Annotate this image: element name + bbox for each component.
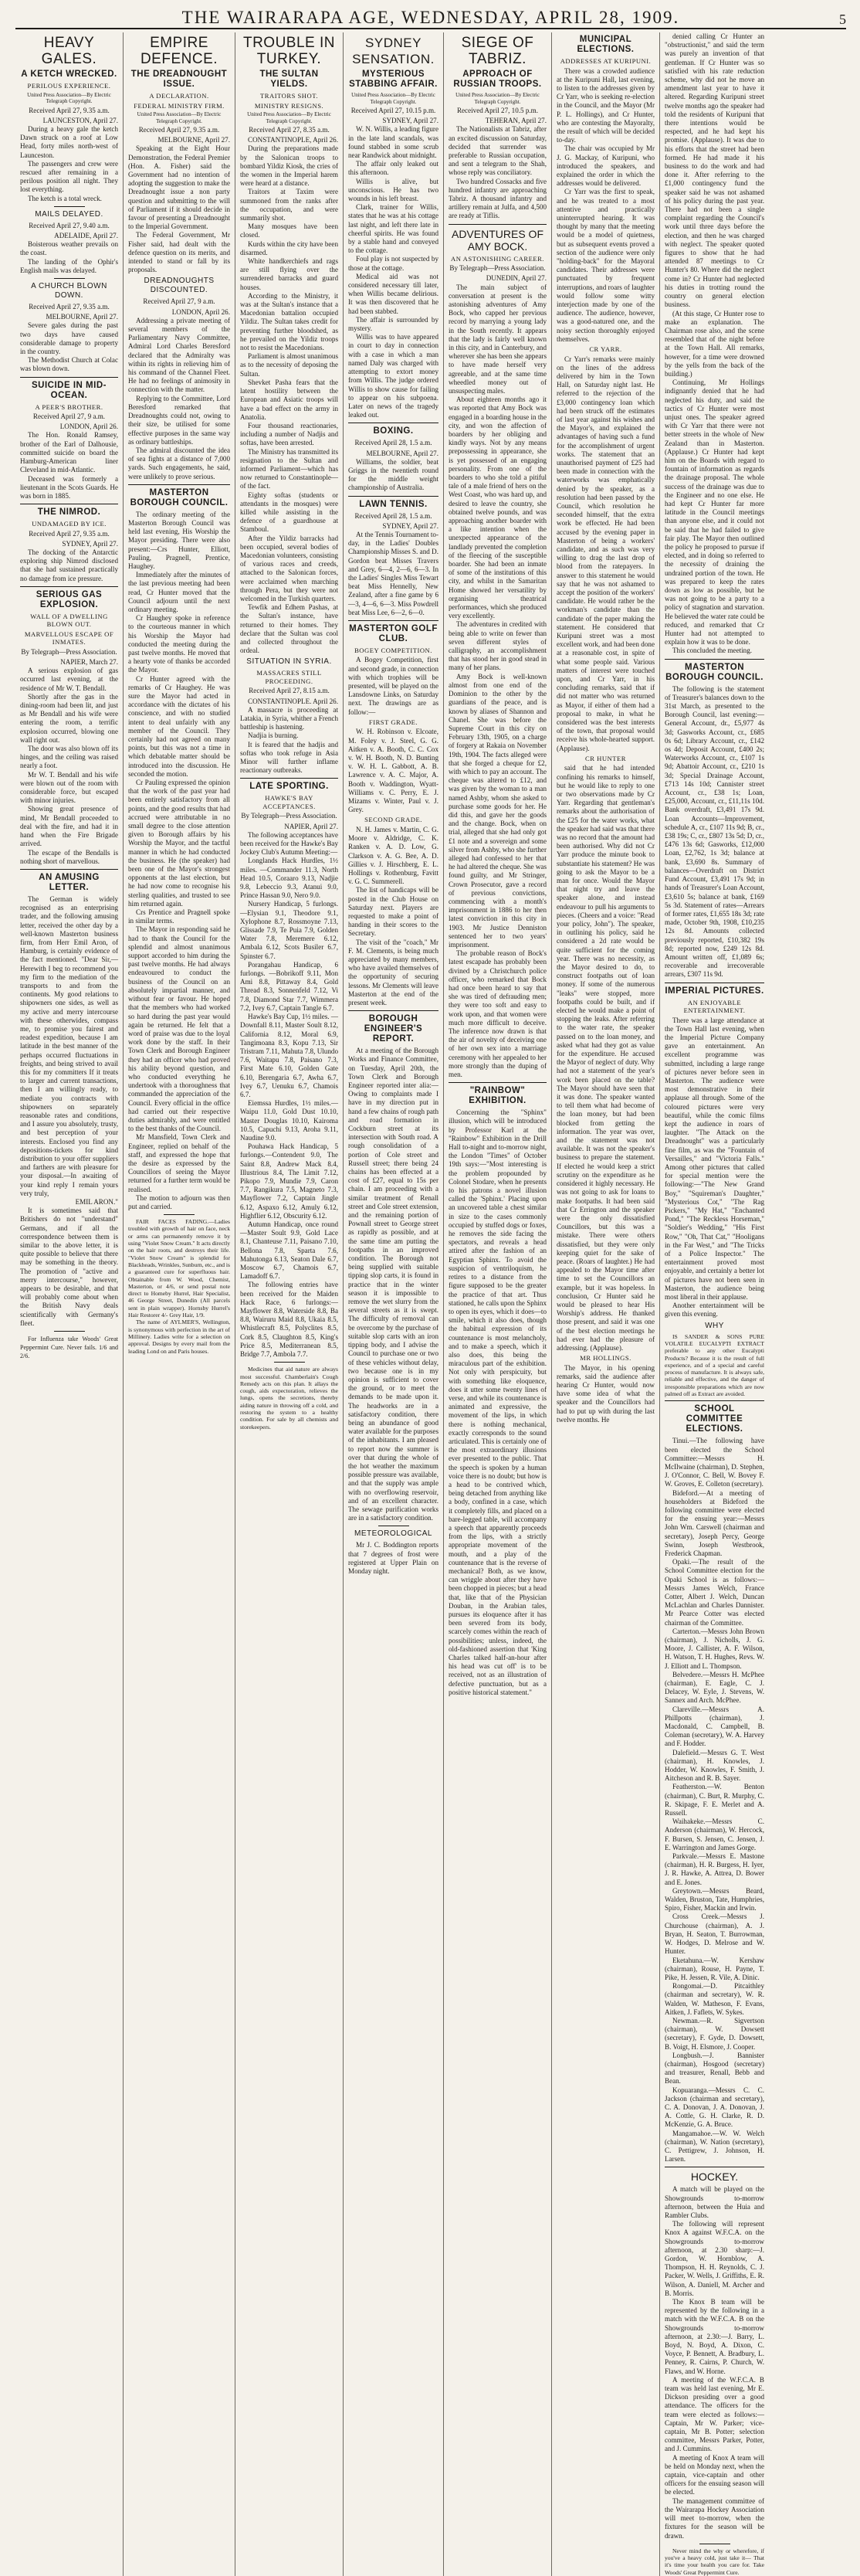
advertisement: IS SANDER & SONS PURE VOLATILE EUCALYPTI EXTRACT preferable to any other Eucalypti Products? Because it is the result of full experience, and of a special and careful process of manufacture. It is always safe, reliable and effective, and the danger of irresponsible preparations which are now palmed off as Extract are avoided. (665, 1332, 764, 1398)
paragraph: Williams, the soldier, beat Griggs in the twentieth round for the middle weight championship of Australia. (348, 457, 438, 492)
paragraph: The affair only leaked out this afternoon. (348, 160, 438, 177)
paragraph: Willis is alive, but unconscious. He has two wounds in his left breast. (348, 177, 438, 203)
paragraph: Nursery Handicap, 5 furlongs. —Elysian 9.1, Theodore 9.1, Xylophone 8.7, Rossmoyne 7.13, Glissade 7.9, Te Puia 7.9, Golden Water 7.8, Meremere 6.12, Ambala 6.12, Scots Busiler 6.7, Spinster 6.7. (240, 900, 338, 960)
paragraph: The visit of the "coach," Mr F. M. Clements, is being much appreciated by many members, who have availed themselves of the opportunity of securing lessons. Mr Clements will leave Masterton at the end of the present week. (348, 938, 438, 1006)
dateline: LAUNCESTON, April 27. (42, 116, 118, 124)
paragraph: Severe gales during the past two days have caused considerable damage to property in the country. (20, 321, 118, 355)
headline-engineers-report: BOROUGH ENGINEER'S REPORT. (364, 1014, 423, 1044)
divider (274, 1362, 305, 1363)
subhead: A DECLARATION. (149, 92, 209, 100)
divider (348, 620, 438, 621)
divider (348, 496, 438, 497)
column-3 (235, 32, 344, 2576)
column-6 (552, 32, 660, 2576)
paragraph: The main subject of conversation at present is the astonishing adventures of Amy Bock, who capped her previous record by marrying a young lady in the South recently. It appears that the lady is fairly well known in this city, and in Canterbury, and wherever she has been she appears to have made herself very agreeable, and at the same time wheedled money out of unsuspecting males. (449, 283, 547, 395)
paragraph: The escape of the Bendalls is nothing short of marvellous. (20, 848, 118, 865)
paragraph: The motion to adjourn was then put and carried. (128, 1193, 230, 1210)
signature: EMIL ARON." (75, 1198, 118, 1207)
paragraph: The ketch is a total wreck. (28, 194, 102, 202)
advertisement: Never mind the why or wherefore, if you've a heavy cold, just take it— That it's time your health you care for. Take Woods' Great Peppermint Cure. (665, 2547, 764, 2576)
paragraph: Cr Yarr was the first to speak, and he was treated to a most attentive and practically uninterrupted hearing. It was thought by many that the meeting would be a model of quietness, but as subsequent events proved a section of the audience were only "holding-back" for the Mayoral candidates. Their addresses were punctuated by frequent interruptions, and roars of laughter would follow some witty interjection made by one of the audience. The audience, however, was a good-natured one, and the noisy section thoroughly enjoyed themselves. (557, 188, 655, 343)
dateline: MELBOURNE, April 27. (46, 313, 118, 321)
received-line: Received April 27, 9 a.m. (143, 297, 215, 306)
column-4 (344, 32, 444, 2576)
credit-line: United Press Association—By Electric Telegraph Copyright. (351, 92, 435, 105)
received-line: Received April 27, 8.15 a.m. (249, 687, 330, 695)
paragraph: White handkerchiefs and rags are still flying over the surrendered barracks and guard houses. (240, 257, 338, 291)
paragraph: At a meeting of the Borough Works and Finance Committee, on Tuesday, April 20th, the Town Clerk and Borough Engineer reported inter alia:—Owing to complaints made I have in my direction put in hand a few chains of rough path and road formation in Cockburn street at its intersection with South road. A rough consolidation of a portion of Cole street and Russell street; there being 24 chains has been effected at a cost of £27, equal to 15s per chain. I am proceeding with a similar treatment of Renall street and Cole street extension, and the remaining portion of Pownall street to George street as rapidly as possible, and at the same time am putting the footpaths in an improved condition. The Borough not being supplied with suitable tipping slop carts, it is found in practice that in the winter season it is impossible to remove the wet slurry from the several streets as it is swept. The difficulty of removal can be overcome by the purchase of suitable slop carts with an iron tipping body, and I advise the Council to purchase one or two of these vehicles without delay, two because one is in my opinion is sufficient to cover the ground, or to meet the demands to be made upon it. The headworks are in a satisfactory condition, there being an abundance of good water available for the purposes of the inhabitants. I am pleased to report now the summer is over that during the whole of the hot weather the maximum possible pressure was available, and that the supply was ample with no overflowing reservoir, and of an excellent character. The sewage purification works are in a satisfactory condition. (348, 1047, 438, 1522)
headline-nimrod: THE NIMROD. (37, 507, 101, 518)
paragraph: Another entertainment will be given this evening. (665, 1302, 764, 1319)
paragraph: Many mosques have been closed. (240, 222, 338, 239)
paragraph: About eighteen months ago it was reported that Amy Bock was engaged in a boarding house in the city, and won the affection of boarders by her obliging and kindly ways. Not by any means prepossessing in appearance, she is yet possessed of an engaging personality. From one of the boarders to who she told a pitiful tale of a male friend of hers on the West Coast, who was hard up, and desired to leave the country, she obtained twelve pounds, and was approaching another boarder with a like intention when the unexpected appearance of the landlady prevented the completion of the fleecing of the susceptible boarder. She had been an inmate of some of the institutions of this city, and whilst in the Samaritan Home showed her versatility by organising theatrical performances, which she produced very excellently. (449, 395, 547, 620)
dateline: MELBOURNE, April 27. (366, 449, 438, 457)
paragraph: The Knox B team will be represented by the following in a match with the W.F.C.A. B on the Showgrounds to-morrow afternoon, at 2.30:—J. Barry, L. Boyd, N. Boyd, A. Dixon, C. Voyce, P. Bennett, A. Bradbury, L. Penney, R. Cairns, P. Church, W. Flaws, and W. Horne. (665, 2298, 764, 2375)
received-line: Received April 27, 10.5 p.m. (456, 107, 539, 114)
paragraph: Dalefield.—Messrs G. T. West (chairman), H. Knowles, J. Hodder, W. Knowles, F. Smith, J. Aitcheson and R. B. Sayer. (665, 1748, 764, 1783)
subhead-mails: MAILS DELAYED. (35, 209, 103, 219)
divider (54, 206, 85, 207)
paragraph: Continuing, Mr Hollings indignantly denied that he had neglected his duty, and said the tactics of Cr Hunter were most unjust ones. The speaker agreed with Cr Yarr that there were not better streets in the whole of New Zealand than in Masterton. (Applause.) Cr Hunter had kept him on the Boards with regard to fountain of information as regards the drainage proposal. The whole success of the drainage was due to the Engineer and no one else. He had kept Cr Hunter far more latitude in the Council meetings than anyone else, and it could not be said that he had failed to give fair play. The Mayor then outlined the policy he proposed to pursue if elected, and in doing so referred to the necessity of draining the undrained portion of the town. He was prepared to keep the rates down as low as possible, but he was not going to be a party to a policy of stagnation and starvation. He believed the water rate could be reduced, and remarked that Cr Hunter had not attempted to explain how it was to be done. (665, 378, 764, 647)
headline-trouble-turkey: TROUBLE IN TURKEY. (242, 35, 336, 67)
dateline: NAPIER, March 27. (60, 658, 118, 667)
received-line: Received April 27, 8.35 a.m. (249, 126, 330, 134)
credit-line: By Telegraph—Press Association. (449, 264, 546, 273)
subhead: ADDRESSES AT KURIPUNI. (560, 57, 652, 65)
divider (665, 659, 764, 660)
paragraph: Waihakeke.—Messrs C. Anderson (chairman), W. Hercock, F. Bursen, S. Jensen, C. Jensen, J. E. Warrington and James Gorge. (665, 1817, 764, 1851)
paragraph: A meeting of Knox A team will be held on Monday next, when the captain, vice-captain and other officers for the ensuing season will be elected. (665, 2453, 764, 2496)
received-line: Received April 27, 9.35 a.m. (29, 302, 110, 311)
divider (164, 1214, 195, 1215)
divider (128, 484, 230, 485)
paragraph: Cr Pauling expressed the opinion that the work of the past year had been entirely satisfactory from all points, and the good results that had accrued were attributable in no small degree to the close attention given to Borough affairs by his Worship the Mayor, and the tactful manner in which he had conducted the business. He (the speaker) had been one of the Mayor's strongest opponents at the last election, but he had now come to recognise his sterling qualities, and trusted to see him returned again. (128, 779, 230, 908)
headline-siege-tabriz: SIEGE OF TABRIZ. (461, 35, 534, 67)
paragraph: It is sometimes said that Britishers do not "understand" Germans, and if all the correspondence between them is similar to the above letter, it is quite possible to believe that there may be something in the theory. The promotion of "active and merry intercourse," however, appears to be desirable, and that will probably come about when the British Navy deals scientifically with Germany's fleet. (20, 1207, 118, 1327)
paragraph: Newman.—R. Sigvertson (chairman), W. Dowsett (secretary), F. Gyde, D. Dowsett, B. Voigt, H. Elsmore, J. Cooper. (665, 2016, 764, 2051)
divider (665, 1400, 764, 1401)
received-line: Received April 27, 10.15 p.m. (350, 107, 436, 114)
paragraph: Tewfik and Edhem Pashas, at the Sultan's instance, have returned to their homes. They declare that the Sultan was cool and collected throughout the ordeal. (240, 603, 338, 655)
received-line: Received April 27, 9.40 a.m. (29, 221, 110, 229)
paragraph: Belvedere.—Messrs H. McPhee (chairman), E. Eagle, C. J. Delacey, W. Eyle, J. Stevens, W. Sannex and Arch. McPhee. (665, 1670, 764, 1705)
dateline: LONDON, April 26. (59, 423, 118, 431)
paragraph: Medical aid was not considered necessary till later, when Willis became delirious. It was then discovered that he had been stabbed. (348, 272, 438, 315)
headline-imperial-pictures: IMPERIAL PICTURES. (665, 986, 764, 996)
subhead: FEDERAL MINISTRY FIRM. (134, 101, 225, 110)
headline-amusing-letter: AN AMUSING LETTER. (39, 872, 100, 892)
subhead: DREADNOUGHTS DISCOUNTED. (144, 277, 215, 295)
subhead-ketch-wrecked: A KETCH WRECKED. (21, 70, 117, 79)
paragraph: There was a crowded audience at the Kuripuni Hall, last evening, to listen to the addresses given by Cr Yarr, who is seeking re-election in the Council, and the Mayor (Mr P. L. Hollings), and Cr Hunter, who are contesting the Mayoralty, the result of which will be decided to-day. (557, 66, 655, 144)
newspaper-page (15, 32, 846, 2576)
subhead: SECOND GRADE. (364, 816, 422, 824)
subhead: TRAITORS SHOT. (260, 92, 318, 100)
headline-sydney-sensation: SYDNEY SENSATION. (352, 36, 435, 66)
advertisement: FAIR FACES FADING.—Ladies troubled with growth of hair on face, neck or arms can permanently remove it by using "Violet Snow Cream." It acts directly on the hair roots, and destroys their life. "Violet Snow Cream" is splendid for Blackheads, Wrinkles, Sunburn, etc., and is a guaranteed cure for superfluous hair. Obtainable from W. Wood, Chemist, Masterton, or 4/6, or send postal note direct to Homeby Hurrel, Hair Specialist, 46 George Street, Dunedin (All parcels sent in plain wrapper). Hornsby Hurrel's Hair Restorer 4/- Grey Hair, 1/9. (128, 1218, 230, 1319)
paragraph: Mr J. C. Boddington reports that 7 degrees of frost were registered at Upper Plain on Monday night. (348, 1541, 438, 1575)
paragraph: A Bogey Competition, first and second grade, in connection with which trophies will be presented, will be played on the Lansdowne Links, on Saturday next. The drawings are as follow:— (348, 656, 438, 716)
paragraph: Cr Haughey spoke in reference to the courteous manner in which his Worship the Mayor had conducted the meeting during the past twelve months. He moved that a hearty vote of thanks be accorded the Mayor. (128, 614, 230, 674)
paragraph: N. H. James v. Martin, C. G. Moore v. Aldridge, C. K. Ranken v. A. D. Low, G. Clarkson v. A. G. Bee, A. D. Gillies v. J. Hirschberg, E. L. Hollings v. Rothenburg, Favitt v. G. C. Summerell. (348, 825, 438, 886)
paragraph: According to the Ministry, it was at the Sultan's instance that a Macedonian battalion occupied Yildiz. The Sultan takes credit for preventing further bloodshed, as he prevailed on the Yildiz troops not to resist the Macedonians. (240, 291, 338, 352)
headline-heavy-gales: HEAVY GALES. (41, 35, 97, 67)
subhead: CR HUNTER (585, 754, 626, 762)
divider (54, 278, 85, 279)
paragraph: The Hon. Ronald Ramsey, brother of the Earl of Dalhousie, committed suicide on board the Hamburg-American liner Cleveland in mid-Atlantic. (20, 431, 118, 474)
paragraph: The Methodist Church at Colac was blown down. (20, 356, 118, 373)
headline-borough-council: MASTERTON BOROUGH COUNCIL. (130, 487, 229, 507)
paragraph: Willis was to have appeared in court to day in connection with a case in which a man named Daly was charged with attempting to extort money from Willis. The judge ordered Willis to show cause for failing to appear on his subpoena. Later on news of the tragedy leaked out. (348, 333, 438, 419)
paragraph: The admiral discounted the idea of sea fights at a distance of 7,000 yards. Such engagements, he said, were unlikely to prove serious. (128, 446, 230, 480)
paragraph: W. N. Willis, a leading figure in the late land scandals, was found stabbed in some scrub near Randwick about midnight. (348, 125, 438, 160)
paragraph: Parkvale.—Messrs E. Mastone (chairman), H. R. Burgess, H. Iyer, J. R. Hawke, A. Attrea, D. Bower and E. Jones. (665, 1852, 764, 1886)
paragraph: Cr Hunter agreed with the remarks of Cr Haughey. He was sure the Mayor had acted in accordance with the dictates of his conscience, and with no studied intent to deal unfairly with any member of the Council. They certainly had not agreed on many points, but this was not a time in which debatable matter should be introduced into the discussion. He seconded the motion. (128, 674, 230, 778)
paragraph: The adventures in credited with being able to write on fewer than seven different styles of calligraphy, an accomplishment that has stood her in good stead in many of her plans. (449, 620, 547, 672)
paragraph: Kopuaranga.—Messrs C. C. Jackson (chairman and secretary), C. A. Donovan, J. A. Donovan, J. A. Cottle, G. H. Clarke, R. D. McKenzie, G. A. Bruce. (665, 2086, 764, 2129)
advertisement: The name of AYLMER'S, Wellington, is synonymous with perfection in the art of Millinery. Ladies write for a selection on approval. Designs by every mail from the leading Lond on and Paris houses. (128, 1319, 230, 1355)
paragraph: Kurds within the city have been disarmed. (240, 239, 338, 256)
paragraph: Opaki.—The result of the School Committee election for the Opaki School is as follows:—Messrs James Welch, France Cotter, Albert J. Welch, Duncan McLachlan and Charles Dannister. Mr Pearce Cotter was elected chairman of the Committee. (665, 1558, 764, 1627)
dateline: SYDNEY, April 27. (382, 521, 438, 530)
paragraph: Addressing a private meeting of several members of the Parliamentary Navy Committee, Admiral Lord Charles Beresford declared that the Admiralty was within its rights in relieving him of his command of the Channel Fleet. He had no feelings of animosity in connection with the matter. (128, 316, 230, 394)
column-1 (15, 32, 124, 2576)
credit-line: By Telegraph—Press Association. (241, 812, 337, 820)
received-line: Received April 27, 9.35 a.m. (29, 106, 110, 114)
paragraph: The door was also blown off its hinges, and the ceiling was raised nearly a foot. (20, 745, 118, 770)
paragraph: Carterton.—Messrs John Brown (chairman), J. Nicholls, J. G. Moore, J. Callister, A. F. Wilson, H. Watson, T. H. Hughes, Revs. W. J. Elliott and L. Thompson. (665, 1627, 764, 1670)
paragraph: The following will represent Knox A against W.F.C.A. on the Showgrounds to-morrow afternoon, at 2.30 sharp:—J. Gordon, W. Hornblow, A. Thompson, H. H. Reynolds, C. J. Packer, W. Wells, J. Griffiths, E. R. Wilson, A. Daniell, M. Archer and B. Morris. (665, 2220, 764, 2297)
paragraph: Longlands Hack Hurdles, 1½ miles. —Commander 11.3, North Head 10.5, Coraaro 9.13, Nadjie 9.8, Lebeccio 9.3, Atanui 9.0, Prince Hassan 9.0, Nero 9.0. (240, 857, 338, 900)
paragraph: During a heavy gale the ketch Dawn struck on a roof at Low Head, forty miles north-west of Launceston. (20, 124, 118, 159)
paragraph: Foul play is not suspected by those at the cottage. (348, 255, 438, 272)
subhead: MINISTRY RESIGNS. (254, 101, 324, 110)
headline-late-sporting: LATE SPORTING. (249, 782, 329, 792)
paragraph: Replying to the Committee, Lord Beresford remarked that Dreadnoughts could not, owing to their size, be utilised for some effective purposes in the same way as ordinary battleships. (128, 394, 230, 446)
paragraph: Two hundred Cossacks and five hundred infantry are approaching Tabriz. A thousand infantry and artillery remain at Julfa, and 4,500 are ready at Tiflis. (449, 177, 547, 220)
paragraph: The following entries have been received for the Maiden Hack Race, 6 furlongs:—Mayflower 8.8, Waterside 8.8, Ba 8.8, Wairuru Maid 8.8, Ukaia 8.5, Whistlecraft 8.5, Polyclites 8.5, Cork 8.5, Claughton 8.5, King's Price 8.5, Mediterranean 8.5, Bridge 7.7, Ambola 7.7. (240, 1281, 338, 1359)
paragraph: The ordinary meeting of the Masterton Borough Council was held last evening, His Worship the Mayor presiding. There were also present:—Crs Hunter, Elliott, Pauling, Pragnell, Prentice, Haughey. (128, 510, 230, 570)
subhead: METEOROLOGICAL (354, 1529, 432, 1539)
credit-line: United Press Association—By Electric Telegraph Copyright. (455, 92, 540, 105)
paragraph: At the Tennis Tournament to-day, in the Ladies' Doubles Championship Misses S. and D. Gordon beat Misses Travers and Grey, 6—4, 2—6, 6—3. In the Ladies' Singles Miss Tewart beat Miss Hennelly, New Zealand, after a fine game by 6—3, 4—6, 6—3. Miss Powdrell beat Miss Lee, 6—2, 6—0. (348, 530, 438, 616)
newspaper-title: THE WAIRARAPA AGE, WEDNESDAY, APRIL 28, 1909. (181, 8, 680, 27)
subhead: THE DREADNOUGHT ISSUE. (130, 70, 228, 89)
paragraph: The Mayor, in his opening remarks, said the audience after hearing Cr Hunter, would now have some idea of what the speaker and the Councillors had had to put up with during the last twelve months. He (557, 1363, 655, 1424)
subhead: BOGEY COMPETITION. (354, 646, 432, 654)
subhead: HAWKE'S BAY ACCEPTANCES. (262, 794, 316, 810)
paragraph: Cross Creek.—Messrs J. Churchouse (chairman), A. J. Bryan, H. Seaton, T. Burrowman, W. Hodges, D. Melrose and W. Hunter. (665, 1912, 764, 1956)
paragraph: A massacre is proceeding at Latakia, in Syria, whither a French battleship is hastening. (240, 705, 338, 731)
headline-lawn-tennis: LAWN TENNIS. (359, 499, 428, 509)
paragraph: A meeting of the W.F.C.A. B team was held last evening, Mr E. Dickson presiding over a good attendance. The officers for the team were elected as follows:—Captain, Mr W. Parker; vice-captain, Mr B. Potter; selection committee, Messrs Parker, Potter, and J. Cummins. (665, 2375, 764, 2453)
paragraph: The landing of the Ophir's English mails was delayed. (20, 257, 118, 274)
divider (240, 778, 338, 779)
subhead: MASSACRES STILL PROCEEDING. (256, 669, 322, 685)
paragraph: Eighty softas (students or attendants in the mosques) were killed while assisting in the defence of a guardhouse at Stamboul. (240, 490, 338, 534)
paragraph: Immediately after the minutes of the last previous meeting had been read, Cr Hunter moved that the Council adjourn until the next ordinary meeting. (128, 571, 230, 613)
subhead: A PEER'S BROTHER. (35, 402, 103, 411)
paragraph: The Federal Government, Mr Fisher said, had dealt with the defence question on its merits, and intended to stand or fall by its proposals. (128, 231, 230, 274)
headline-empire-defence: EMPIRE DEFENCE. (140, 35, 218, 67)
headline-rainbow-exhibition: "RAINBOW" EXHIBITION. (469, 1086, 526, 1106)
paragraph: Cr Yarr's remarks were mainly on the lines of the address delivered by him in the Town Hall, on Saturday night last. He referred to the rejection of the £3,000 contingency loan which had been struck off the estimates of last year against his wishes and the Mayor's, and explained the advantages of having such a fund for the accomplishment of urgent works. The statement that an unauthorised payment of £25 had been made in connection with the waterworks was emphatically denied by the speaker, as a resolution had been passed by the Council, which resolution he seconded himself, that the extra work be effected. He had been accused by the evening paper in Masterton of being a workers' candidate, and as such was very willing to drag the last drop of blood from the ratepayers. In answer to this statement he would say that he was not ashamed to accept the position of the workers' candidate. He would rather be the workman's candidate than the candidate of the paper making the statement. He considered that Kuripuni street was a most excellent work, and had been done at a reasonable cost, in spite of what some people said. Various matters of interest were touched upon, and Cr Yarr, in his concluding remarks, said that if did not matter who was returned as Mayor, if either of them had a proposal to make, in what he considered was the best interests of the town, that proposal would receive his whole-hearted support. (Applause). (557, 355, 655, 752)
subhead-perilous: PERILOUS EXPERIENCE. (27, 82, 111, 90)
paragraph: Pouhawa Hack Handicap, 5 furlongs.—Contendent 9.0, The Saint 8.8, Andrew Mack 8.4, Illustrious 8.4, The Limit 7.12, Pikopo 7.9, Mundie 7.9, Caron 7.7, Rangikura 7.5, Magneto 7.3, Mayflower 7.2, Captain Jingle 6.12, Aspaxo 6.12, Amuly 6.12, Highflier 6.12, Obscurity 6.12. (240, 1142, 338, 1220)
dateline: DUNEDIN, April 27. (486, 274, 547, 283)
paragraph: The Nationalists at Tabriz, after an excited discussion on Saturday, decided that surrender was preferable to Russian occupation, and sent a telegram to the Shah, whose reply was conciliatory. (449, 125, 547, 177)
paragraph: Parliament is almost unanimous as to the necessity of deposing the Sultan. (240, 352, 338, 378)
column-2 (124, 32, 235, 2576)
paragraph: Nadjia is burning. (248, 731, 299, 740)
paragraph: Shortly after the gas in the dining-room had been lit, and just as Mr Bendall and his wife were entering the room, a terrific explosion occurred, blowing one wall right out. (20, 692, 118, 744)
headline-hockey: HOCKEY. (690, 2170, 739, 2184)
paragraph: This concluded the meeting. (672, 647, 753, 655)
paragraph: Mr Mansfield, Town Clerk and Engineer, replied on behalf of the staff, and expressed the hope that the desire as expressed by the Councillors of seeing the Mayor returned for a further term would be realised. (128, 1133, 230, 1193)
divider (348, 1010, 438, 1011)
paragraph: The Mayor in responding said he had to thank the Council for the splendid and almost unanimous support accorded to him during the past twelve months. He had always endeavoured to conduct the business of the Council on an absolutely impartial manner, and without fear or favour. He hoped that the members who had worked so hard during the past year would again be returned. He felt that a word of praise was due to the loyal work done by the staff. In their Town Clerk and Borough Engineer they had an officer who had proved his ability beyond question, and who conducted everything he undertook with a thoroughness that commanded the appreciation of the Council. Every official in the office had carried out their respective duties admirably, and were entitled to the best thanks of the Council. (128, 925, 230, 1133)
subhead: AN ASTONISHING CAREER. (451, 254, 544, 263)
headline-municipal-elections: MUNICIPAL ELECTIONS. (577, 35, 635, 54)
dateline: LONDON, April 26. (171, 307, 230, 316)
subhead-church: A CHURCH BLOWN DOWN. (31, 281, 107, 300)
dateline: CONSTANTINOPLE. April 26. (248, 697, 338, 705)
paragraph: Longbush.—J. Bannister (chairman), Hosgood (secretary) and treasurer, Renall, Bebb and Bean. (665, 2051, 764, 2086)
dateline: SYDNEY, April 27. (382, 117, 438, 125)
divider (54, 1331, 85, 1332)
page-number: 5 (839, 12, 846, 27)
received-line: Received April 27, 9.35 a.m. (138, 126, 220, 134)
paragraph: denied calling Cr Hunter an "obstructionist," and said the term was purely an invention of that gentleman. If Cr Hunter was so satisfied with his rate reduction scheme, why did not he move an amendment last year to have it altered. Regarding Kuripuni street twelve months ago the speaker had told the residents of Kuripuni that there intentions would be respected, and he had kept his promise. (Applause). It was due to his efforts that the street had been formed. He had made it his business to do the work and had done it. After referring to the £1,000 contingency fund the speaker said he was not ashamed of his policy during the past year. There had not been a single complaint regarding the Council's work until three days before the election, and then he was charged with neglect. The speaker quoted figures to show that he had attended 87 meetings to Cr Hunter's 80. Where did the neglect come in? Cr Hunter had neglected his duties in trotting round the country on general election business. (665, 32, 764, 309)
paragraph: Clareville.—Messrs A. Phillpotts (chairman), J. Macdonald, C. Campbell, B. Coleman (secretary), W. A. Harvey and F. Hodder. (665, 1705, 764, 1748)
paragraph: The chair was occupied by Mr J. G. Mackay, of Kuripuni, who introduced the speakers, and explained the order in which the addresses would be delivered. (557, 144, 655, 188)
divider (449, 1082, 547, 1083)
paragraph: There was a large attendance at the Town Hall last evening, when the Imperial Picture Company gave an entertainment. An excellent programme was submitted, including a large range of pictures never before seen in Masterton. The audience were most demonstrative in their applause all through. Some of the coloured pictures were very beautiful, while the comic films kept the audience in roars of laughter. "The Attack on the Dreadnought" was a particularly fine film, as was the "Fountain of Versailles," and "Victoria Falls." Among other pictures that called for special mention were the following:—"The New Grand Boy," "Squireman's Daughter," "Mysterious Cot," "The Rag Pickers," "My Hat," "Enchanted Pond," "The Reckless Horseman," "Soldier's Wedding," "His First Row," "Oh, That Cat," "Hooligans in the Far West," and "The Tricks of a Police Inspector." The entertainment proved most enjoyable, and certainly a better lot of pictures have not been seen in Masterton, the audience being most liberal in their applause. (665, 1016, 764, 1302)
headline-suicide: SUICIDE IN MID-OCEAN. (32, 380, 107, 400)
paragraph: (At this stage, Cr Hunter rose to make an explanation. The Chairman rose also, and the scene resembled that of the night before at the Town Hall. All remarks, however, for a time were drowned by the yells from the back of the building.) (665, 309, 764, 378)
paragraph: The management committee of the Wairarapa Hockey Association will meet to-morrow, when the fixtures for the season will be drawn. (665, 2496, 764, 2540)
received-line: Received April 27, 9.35 a.m. (29, 529, 110, 538)
paragraph: Clark, trainer for Willis, states that he was at his cottage last night, and left there late in cheerful spirits. He was found by a stable hand and conveyed to the cottage. (348, 203, 438, 255)
paragraph: The Ministry has transmitted its resignation to the Sultan and informed Parliament—which has now returned to Constantinople—of the fact. (240, 447, 338, 490)
paragraph: After the Yildiz barracks had been occupied, several bodies of Macedonian volunteers, consisting of various races and creeds, attached to the Salonican forces, were acclaimed when marching through Pera, but they were not welcomed in the Turkish quarters. (240, 534, 338, 602)
paragraph: Tinui.—The following have been elected the School Committee:—Messrs H. McIlwaine (chairman), D. Stephen, J. O'Connor, C. Bell, W. Bovey F. W. Groves, E. Colleton (secretary). (665, 1437, 764, 1488)
dateline: CONSTANTINOPLE, April 26. (248, 136, 338, 144)
paragraph: said that he had intended confining his remarks to himself, but he would like to reply to one or two observations made by Cr Yarr. Regarding that gentleman's remarks about the authorisation of the £25 for the water works, what the speaker had said was that there was no record that the amount had been authorised. Why did not Cr Yarr produce the minute book to substantiate his statement? He was going to ask the Mayor to be a man for once. Would the Mayor that night try and leave the speaker alone, and instead endeavour to pull his arguments to pieces. (Cheers and a voice: "Read your policy, John"). The speaker, in outlining his policy, said he considered a 2d rate would be quite sufficient for the coming year. There was no necessity, as the Mayor desired to do, to construct footpaths out of loan money. If some of the numerous "leaks" were stopped, more footpaths could be built, and if elected he would make a point of stopping the leaks. After referring to the water rate, the speaker passed on to the loan money, and asked what had they got as value for the expenditure. He accused the Mayor of neglect of duty. Why had not a statement of the year's work been placed on the table? The Mayor should have seen that it was done. The speaker wanted to tell them what had become of the loan money, but had been blocked from getting the information. The year was over, and the statement was not available. It was not the speaker's business to prepare the statement. If elected he would keep a strict scrutiny on the expenditure as he considered it highly necessary. He was not going to ask for loans to make footpaths. It had been said that Cr Errington and the speaker were the only dissatisfied Councillors, but this was a mistake. There were others dissatisfied, but they were only keeping quiet for the sake of peace. (Roars of laughter.) He had appealed to the Mayor time after time to set the Councillors an example, but it was hopeless. In conclusion, Cr Hunter said he would be pleased to hear His Worship's address. He thanked those present, and said it was one of the best election meetings he had ever had the pleasure of addressing. (Applause). (557, 764, 655, 1352)
paragraph: The list of handicaps will be posted in the Club House on Saturday next. Players are requested to make a point of handing in their scores to the Secretary. (348, 886, 438, 938)
masthead (15, 6, 846, 29)
dateline: NAPIER, April 27. (284, 822, 338, 830)
headline-amy-bock: ADVENTURES OF AMY BOCK. (451, 227, 543, 253)
paragraph: Shevket Pasha fears that the latent hostility between the European and Asiatic troops will have a bad effect on the army in Anatolia. (240, 378, 338, 421)
headline-golf-club: MASTERTON GOLF CLUB. (349, 623, 438, 643)
subhead: UNDAMAGED BY ICE. (32, 520, 107, 528)
paragraph: W. H. Robinson v. Elcoate, M. Foley v. J. Steel, G. G. Aitken v. A. Booth, C. C. Cox v. W. H. Booth, N. D. Bunting v. W. H. L. Gabbott, A. B. Lawrence v. A. C. Major, A. Booth v. Waddington, Wyatt-Williams v. C. Perry, E. J. Mizams v. Winter, Paul v. J. Grey. (348, 728, 438, 814)
paragraph: Four thousand reactionaries, including a number of Nadjis and softas, have been arrested. (240, 421, 338, 447)
advertisement: Medicines that aid nature are always most successful. Chamberlain's Cough Remedy acts on this plan. It allays the cough, aids expectoration, relieves the lungs, opens the secretions, thereby aiding nature in throwing off a cold, and restoring the system to a healthy condition. For sale by all chemists and storekeepers. (240, 1366, 338, 1431)
headline-school-committee: SCHOOL COMMITTEE ELECTIONS. (686, 1404, 743, 1434)
paragraph: The German is widely recognised as an enterprising trader, and the following amusing letter, received the other day by a well-known Masterton business firm, from Herr Emil Aron, of Hamburg, is certainly evidence of the fact mentioned. "Dear Sir,—Herewith I beg to recommend you my firm to the mediation of the transports to and from the continents. My good relations to shipowners one sides, as well as my active and merry intercourse with these otherwides, compass me, to promise you fairest and readest expedition, because I am latitude in the best manner of the perhaps occurred fluctuations in freights, and being strived to avail this for my committers If it treats to larger and current transactions, then I am willingly ready, to mediate you contracts with shipowners on separately reasonable rates and conditions, and I assure you absolutely, trusty, and best perception of your interests. Enclosed you find any depositions-tickets for kind distribution to your offer suppliers and farthers are with pleasure for your disposal.—In awaiting of your kind reply I remain yours very truly, (20, 894, 118, 1197)
subhead: AN ENJOYABLE ENTERTAINMENT. (683, 998, 746, 1015)
dateline: MELBOURNE, April 27. (157, 136, 230, 144)
paragraph: The passengers and crew were rescued after remaining in a perilous position all night. They lost everything. (20, 159, 118, 194)
dateline: TEHERAN, April 27. (485, 117, 547, 125)
paragraph: The affair is surrounded by mystery. (348, 315, 438, 333)
paragraph: Featherston.—W. Benton (chairman), C. Burt, R. Murphy, C. R. Skipage, F. E. Merlet and A. Russell. (665, 1783, 764, 1817)
received-line: Received April 28, 1.5 a.m. (354, 511, 432, 520)
paragraph: Porangahau Handicap, 6 furlongs. —Bobrikoff 9.11, Mon Ami 8.8, Pittaway 8.4, Gold Thread 8.3, Sonnenfeld 7.12, Vi 7.8, Diamond Star 7.7, Wimmera 7.2, Ivey 6.7, Captain Tangle 6.7. (240, 960, 338, 1012)
headline-boxing: BOXING. (373, 426, 414, 436)
subhead: THE SULTAN YIELDS. (259, 70, 319, 89)
column-7 (660, 32, 769, 2576)
subhead: MR HOLLINGS. (580, 1354, 631, 1363)
divider (20, 869, 118, 870)
subhead: MARVELLOUS ESCAPE OF INMATES. (24, 630, 114, 647)
divider (449, 224, 547, 225)
subhead: APPROACH OF RUSSIAN TROOPS. (453, 70, 542, 89)
divider (20, 377, 118, 378)
dateline: ADELAIDE, April 27. (54, 231, 118, 239)
credit-line: By Telegraph—Press Association. (21, 647, 117, 656)
paragraph: Boisterous weather prevails on the coast. (20, 240, 118, 257)
subhead: SITUATION IN SYRIA. (246, 657, 332, 667)
subhead: FIRST GRADE. (368, 718, 418, 726)
paragraph: Rongomai.—D. Pitcaithley (chairman and secretary), W. R. Walden, W. Matheson, F. Evans, Aitken, J. Faflets, W. Sykes. (665, 1982, 764, 2016)
paragraph: The probable reason of Bock's latest escapade has probably been divined by a Christchurch police officer, who remarked that Bock had once been heard to say that she was tired of defrauding men; they were too soft and easy to work upon, and that women were much more difficult to deceive. The inference now drawn is that the air of novelty of deceiving one of her own sex into a marriage ceremony with her appealed to her more strongly than the duping of men. (449, 949, 547, 1079)
paragraph: The following acceptances have been received for the Hawke's Bay Jockey Club's Autumn Meeting:— (240, 830, 338, 857)
paragraph: Eiemssa Hurdles, 1½ miles.—Waipu 11.0, Gold Dust 10.10, Master Douglas 10.10, Kairoma 10.5, Capuchi 9.13, Aroha 9.11, Naudine 9.0. (240, 1099, 338, 1142)
paragraph: Autumn Handicap, once round—Master Soult 9.9, Gold Lace 8.1, Chanteuse 7.11, Paisano 7.10, Bellona 7.8, Sparta 7.6, Mahutonga 6.13, Seaton Dale 6.7, Moscow 6.7, Chamois 6.7, Lamadoff 6.7. (240, 1220, 338, 1281)
headline-gas-explosion: SERIOUS GAS EXPLOSION. (36, 589, 103, 609)
paragraph: Crs Prentice and Pragnell spoke in similar terms. (128, 908, 230, 925)
received-line: Received April 27, 9 a.m. (32, 412, 106, 421)
paragraph: The following is the statement of Treasurer's balances down to the 31st March, as presented to the Borough Council, last evening:—General Account, dr., £5,977 4s 3d; Gasworks Account, cr., £685 0s 6d; Library Account, cr., £142 os 4d; Deposit Account, £400 2s; Waterworks Account, cr., £107 1s 9d; Abattoir Account, cr., £210 1s 3d; Special Drainage Account, £713 14s 10d; Cannister street Account, cr., £38 1s; Loan, £25,000, Account, cr., £11,11s 10d. Bank overdraft, £3,491 17s 9d. Loan Accounts—Improvement, schedule A, cr., £107 11s 9d; B, cr., £38 19s; C, cr., £807 13s 5d; D, cr., £476 13s 6d; Gasworks, £12,000 Loan, £2,762, 1s 3d; balance at bank, £3,690 8s. Summary of balances—Overdraft on District Fund Account, £3,491 17s 9d; in hands of Treasurer's Loan Account, £3,610 5s; balance at bank, £169 5s 3d. Statement of rates—Arrears of former rates, £1,655 18s 3d; rate made, October 9th, 1908, £10,235 12s 8d. Amounts collected previously reported, £10,382 19s 8d; reported now, £249 12s 8d. Amount written off, £1,089 6s; recoverable and irrecoverable arrears, £307 11s 9d. (665, 684, 764, 979)
credit-line: United Press Association—By Electric Telegraph Copyright. (27, 91, 111, 104)
paragraph: Traitors at Taxim were summoned from the ranks after the occupation, and were summarily shot. (240, 188, 338, 222)
paragraph: Showing great presence of mind, Mr Bendall proceeded to deal with the fire, and had it in hand when the Fire Brigade arrived. (20, 805, 118, 848)
paragraph: Bideford.—At a meeting of householders at Bideford the following committee were elected for the ensuing year:—Messrs John Wm. Carswell (chairman and secretary), Joseph Percy, George Swinn, Joseph Westbrook, Frederick Chapman. (665, 1488, 764, 1557)
paragraph: Greytown.—Messrs Beard, Walden, Bruston, Tate, Humphries, Spiro, Fisher, Mackin and Irwin. (665, 1886, 764, 1912)
advertisement: For Influenza take Woods' Great Peppermint Cure. Never fails. 1/6 and 2/6. (20, 1336, 118, 1360)
paragraph: Mangamahoe.—W. W. Welch (chairman), W. Nation (secretary), C. Pettigrew, J. Johnson, H. Larsen. (665, 2129, 764, 2164)
divider (20, 586, 118, 587)
paragraph: Mr W. T. Bendall and his wife were blown out of the room with considerable force, but escaped with minor injuries. (20, 770, 118, 805)
credit-line: United Press Association—By Electric Telegraph Copyright. (247, 111, 331, 124)
paragraph: A match will be played on the Showgrounds to-morrow afternoon, between the Huia and Rambler Clubs. (665, 2185, 764, 2219)
dateline: SYDNEY, April 27. (62, 539, 118, 548)
subhead: WHY (705, 1321, 724, 1330)
paragraph: A serious explosion of gas occurred last evening, at the residence of Mr W. T. Bendall. (20, 667, 118, 692)
paragraph: Speaking at the Eight Hour Demonstration, the Federal Premier (Hon. A. Fisher) said the Government had no intention of adopting the suggestion to make the Dreadnought issue a non party question and submitting to the will of Parliament if it should decide in favour of presenting a Dreadnought to the Imperial Government. (128, 144, 230, 231)
subhead: CR YARR. (589, 345, 622, 353)
paragraph: It is feared that the hadjis and softas who took refuge in Asia Minor will further inflame reactionary outbreaks. (240, 740, 338, 775)
paragraph: Deceased was formerly a lieutenant in the Scots Guards. He was born in 1885. (20, 474, 118, 500)
paragraph: The docking of the Antarctic exploring ship Nimrod disclosed that she had sustained practically no damage from ice pressure. (20, 548, 118, 582)
column-5 (444, 32, 552, 2576)
subhead: WALL OF A DWELLING BLOWN OUT. (30, 612, 108, 629)
credit-line: United Press Association—By Electric Telegraph Copyright. (137, 111, 222, 124)
headline-borough-council-statement: MASTERTON BOROUGH COUNCIL. (665, 662, 764, 682)
subhead: MYSTERIOUS STABBING AFFAIR. (349, 70, 438, 89)
paragraph: Hawke's Bay Cup, 1½ miles. —Downfall 8.11, Master Soult 8.12, California 8.12, Moral 6.9, Tangimoana 8.3, Kopu 7.13, Sir Tristram 7.11, Mahuta 7.8, Ulundo 7.6, Waitapu 7.8, Paisano 7.3, First Mate 6.10, Golden Gate 6.10, Berengaria 6.7, Awha 6.7, Ivey 6.7, Uenuku 6.7, Chamois 6.7. (240, 1013, 338, 1098)
paragraph: Amy Bock is well-known almost from one end of the Dominion to the other by the guardians of the peace, and is known by aliases of Shannon and Chanel. She was before the Supreme Court in this city on February 13th, 1905, on a charge of forgery at Rakaia on November 19th, 1904. The facts alleged were that she forged a cheque for £2, with which to pay an account. The cheque was altered to £12, and was given by the woman to a man named Ashby, whom she asked to purchase some goods for her. He did this, and gave her the goods and the change. Bock, when on trial, alleged that she had only got £1 note and a sovereign and some silver from Ashby, who she further alleged had confessed to her that he had altered the cheque. She was found guilty, and Mr Stringer, Crown Prosecutor, gave a record of previous convictions, commencing with a month's imprisonment in 1886 to her then latest conviction in this city in 1903. Mr Justice Denniston sentenced her to two years' imprisonment. (449, 672, 547, 949)
received-line: Received April 28, 1.5 a.m. (354, 439, 432, 447)
paragraph: Eketahuna.—W. Kershaw (chairman), Rouse, H. Payne, T. Pike, H. Jessen, R. Vile, A. Dinic. (665, 1956, 764, 1981)
paragraph: During the preparations made by the Salonican troops to bombard Yildiz Kiosk, the cries of the women in the Imperial harem were heard at a distance. (240, 144, 338, 188)
paragraph: Concerning the "Sphinx" illusion, which will be introduced by Professor Karl at the "Rainbow" Exhibition in the Drill Hall to-night and to-morrow night, the London "Times" of October 19th says:—"Most interesting is the problem propounded by Colonel Stodare, when he presents to his patrons a novel illusion called the 'Sphinx.' Placing upon an uncovered table a chest similar in size to the cases commonly occupied by stuffed dogs or foxes, he removes the side facing the spectators, and reveals a head attired after the fashion of an Egyptian Sphinx. To avoid the suspicion of ventriloquism, he retires to a distance from the figure supposed to be the greater the practice of that art. Thus stationed, he calls upon the Sphinx to open its eyes, which it does—to smile, which it also does, though the habitual expression of its countenance is most melancholy, and to make a speech, which it also does, this being the miraculous part of the exhibition. Not only with perspicuity, but with something like eloquence, does it utter some twenty lines of verse, and while its countenance is animated and expressive, the movement of the lips, in which there is nothing mechanical, exactly corresponds to the sound articulated. This is certainly one of the most extraordinary illusions ever presented to the public. That the speech is spoken by a human voice there is no doubt; but how is a head to be contrived which, being detached from anything like a body, confined in a case, which it completely fills, and placed on a bare-legged table, will accompany a speech that apparently proceeds from the lips, with a strictly appropriate movement of the mouth, and a play of the countenance that is the reverse of mechanical? Both, as we know, can wriggle about after they have been chopped in pieces; but a head that, like that of the Physician Douban, in the Arabian tales, pursues its eloquence after it has been severed from its body, scarcely comes within the reach of possibilities; unless, indeed, the old-fashioned assertion that 'King Charles talked half-an-hour after his head was cut off' is to be received, not as an illustration of defective punctuation, but as a positive historical statement." (449, 1108, 547, 1696)
